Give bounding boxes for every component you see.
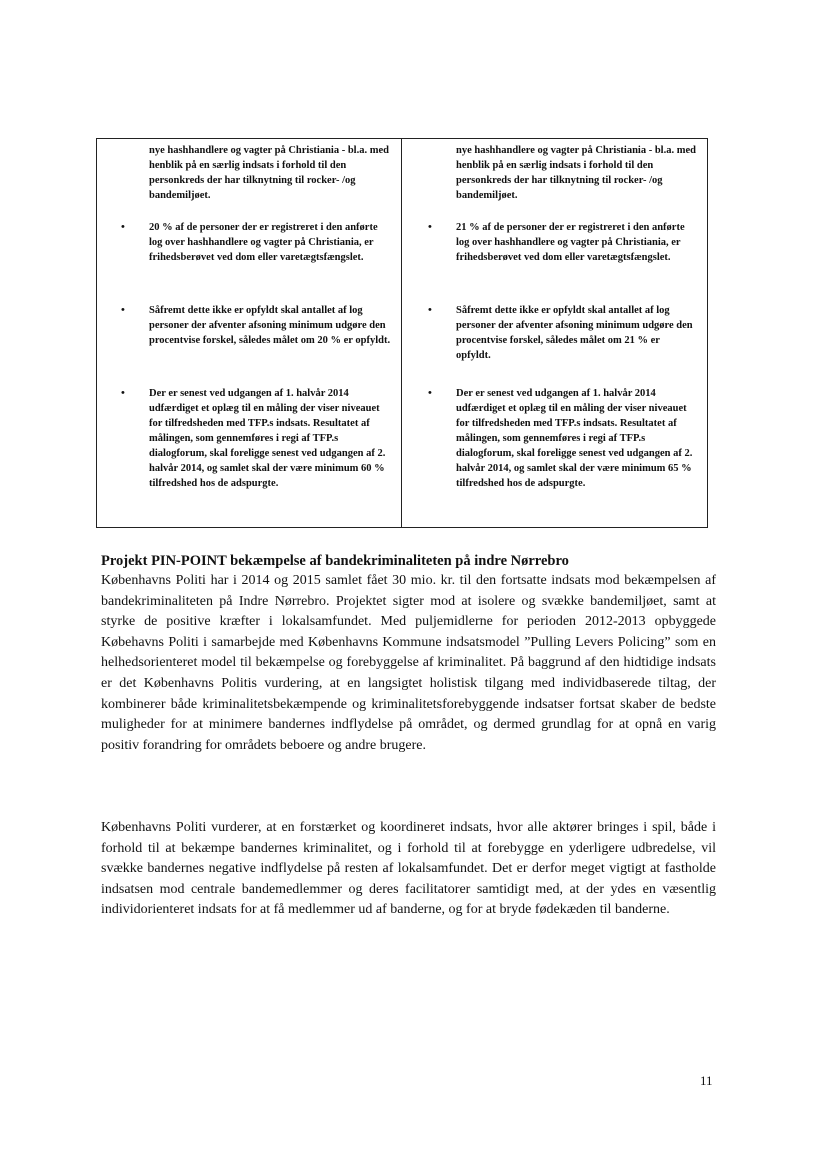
bullet-icon: • [428,304,432,316]
bullet-icon: • [428,221,432,233]
column-intro-text: nye hashhandlere og vagter på Christiania - bl.a. med henblik på en særlig indsats i forhold til den personkreds der har tilknytning til rocker- /og bandemiljøet. [456,145,696,201]
bullet-icon: • [121,221,125,233]
column-intro-text: nye hashhandlere og vagter på Christiania - bl.a. med henblik på en særlig indsats i forhold til den personkreds der har tilknytning til rocker- /og bandemiljøet. [149,145,389,201]
bullet-icon: • [121,304,125,316]
list-item [428,303,697,363]
bullet-icon: • [121,387,125,399]
body-paragraph: Københavns Politi vurderer, at en forstærket og koordineret indsats, hvor alle aktører bringes i spil, både i forhold til at bekæmpe bandernes kriminalitet, og i forhold til at forebygge en yderligere udbredelse, vil svække bandernes negative indflydelse på resten af lokalsamfundet. Det er derfor meget vigtigt at fastholde indsatsen mod centrale bandemedlemmer og deres facilitatorer samtidigt med, at der ydes en væsentlig individorienteret indsats for at få medlemmer ud af banderne, og for at bryde fødekæden til banderne. [101,820,716,918]
table-column-right [402,139,707,527]
bullet-text: Såfremt dette ikke er opfyldt skal antallet af log personer der afventer afsoning minimum udgøre den procentvise forskel, således målet om 21 % er opfyldt. [456,305,693,361]
page-number: 11 [700,1073,713,1088]
bullet-text: 21 % af de personer der er registreret i den anførte log over hashhandlere og vagter på Christiania, er frihedsberøvet ved dom eller varetægtsfængslet. [456,222,685,263]
body-paragraph: Københavns Politi har i 2014 og 2015 samlet fået 30 mio. kr. til den fortsatte indsats mod bekæmpelsen af bandekriminaliteten på Indre Nørrebro. Projektet sigter mod at isolere og svække bandemiljøet, samt at styrke de positive kræfter i lokalsamfundet. Med puljemidlerne for perioden 2012-2013 opbyggede Købehavns Politi i samarbejde med Københavns Kommune indsatsmodel ”Pulling Levers Policing” som en helhedsorienteret model til bekæmpelse og forebyggelse af kriminalitet. På baggrund af den hidtidige indsats er det Københavns Politis vurdering, at en langsigtet holistisk tilgang med individbaserede tiltag, der kombinerer både kriminalitetsbekæmpende og kriminalitetsforebyggende indsatser fortsat skaber de bedste muligheder for at minimere bandernes indflydelse på området, og dermed grundlag for at opnå en varig positiv forandring for områdets beboere og andre brugere. [101,573,716,753]
bullet-text: Der er senest ved udgangen af 1. halvår 2014 udfærdiget et oplæg til en måling der viser niveauet for tilfredsheden med TFP.s indsats. Resultatet af målingen, som gennemføres i regi af TFP.s dialogforum, skal foreligge senest ved udgangen af 2. halvår 2014, og samlet skal der være minimum 60 % tilfredshed hos de adspurgte. [149,388,386,489]
list-item [121,220,391,265]
section-heading: Projekt PIN-POINT bekæmpelse af bandekriminaliteten på indre Nørrebro [101,553,569,569]
bullet-text: Såfremt dette ikke er opfyldt skal antallet af log personer der afventer afsoning minimum udgøre den procentvise forskel, således målet om 20 % er opfyldt. [149,305,391,346]
bullet-text: Der er senest ved udgangen af 1. halvår 2014 udfærdiget et oplæg til en måling der viser niveauet for tilfredsheden med TFP.s indsats. Resultatet af målingen, som gennemføres i regi af TFP.s dialogforum, skal foreligge senest ved udgangen af 2. halvår 2014, og samlet skal der være minimum 65 % tilfredshed hos de adspurgte. [456,388,693,489]
list-item [121,303,391,348]
list-item [428,386,697,491]
bullet-text: 20 % af de personer der er registreret i den anførte log over hashhandlere og vagter på Christiania, er frihedsberøvet ved dom eller varetægtsfængslet. [149,222,378,263]
bullet-icon: • [428,387,432,399]
table-column-left [97,139,402,527]
list-item [121,386,391,491]
list-item [428,220,697,265]
comparison-table [96,138,708,528]
